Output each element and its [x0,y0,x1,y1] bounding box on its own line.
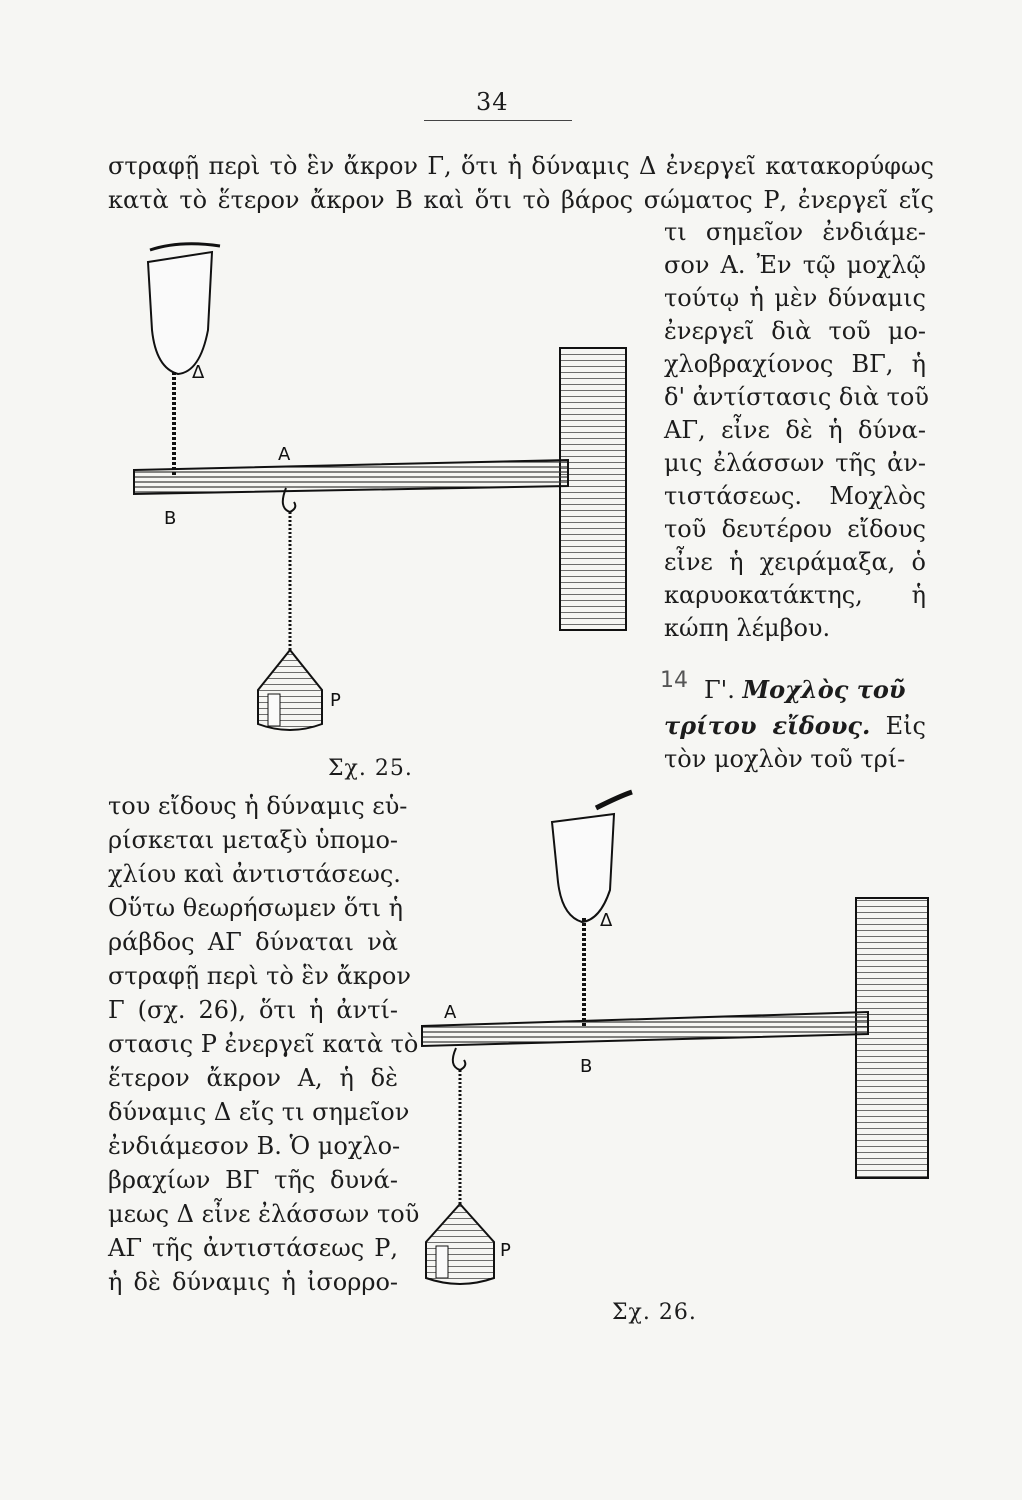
right-line-8: μις ἐλάσσων τῆς ἀν- [664,449,926,477]
left-line-5: ράβδος ΑΓ δύναται νὰ [108,928,398,956]
figure-25-label-b: Β [164,508,177,529]
figure-26-lever-bar [422,1012,868,1046]
right-line-4: ἐνεργεῖ διὰ τοῦ μο- [664,317,926,345]
section-next-line: τὸν μοχλὸν τοῦ τρί- [664,745,906,773]
figure-25-label-a: Α [278,444,291,465]
figure-26-hook [453,1048,466,1070]
figure-26-label-force: Δ [600,910,613,931]
right-line-9: τιστάσεως. Μοχλὸς [664,482,926,510]
page-number: 34 [476,88,509,116]
figure-25-label-force: Δ [192,362,205,383]
figure-25-label-weight: Ρ [330,690,341,711]
left-line-4: Οὕτω θεωρήσωμεν ὅτι ἡ [108,894,404,922]
handwritten-annotation: 14 [660,668,688,693]
figure-26-label-weight: Ρ [500,1240,511,1261]
figure-26-wall-post [856,898,928,1178]
section-after-title: Εἰς [885,712,926,740]
figure-26-label-b: Β [580,1056,593,1077]
left-line-13: μεως Δ εἶνε ἐλάσσων τοῦ [108,1200,420,1228]
right-line-10: τοῦ δευτέρου εἴδους [664,515,926,543]
right-line-5: χλοβραχίονος ΒΓ, ἡ [664,350,926,378]
figure-26-label-a: Α [444,1002,457,1023]
left-line-11: ἐνδιάμεσον Β. Ὁ μοχλο- [108,1132,401,1160]
top-line-1: στραφῇ περὶ τὸ ἓν ἄκρον Γ, ὅτι ἡ δύναμις Δ ἐνεργεῖ κατακορύφως [108,152,934,180]
right-line-11: εἶνε ἡ χειράμαξα, ὁ [664,548,926,576]
left-line-8: στασις Ρ ἐνεργεῖ κατὰ τὸ [108,1030,419,1058]
figure-25-caption: Σχ. 25. [328,756,413,781]
right-line-1: τι σημεῖον ἐνδιάμε- [664,218,926,246]
section-title-part1: Μοχλὸς τοῦ [742,675,906,704]
figure-26-caption: Σχ. 26. [612,1300,697,1325]
top-line-2: κατὰ τὸ ἕτερον ἄκρον Β καὶ ὅτι τὸ βάρος σώματος Ρ, ἐνεργεῖ εἴς [108,186,934,214]
figure-26-hand-icon [552,814,614,922]
left-line-14: ΑΓ τῆς ἀντιστάσεως Ρ, [108,1234,398,1262]
section-title-part2: τρίτου εἴδους. [664,711,871,740]
right-line-6: δ' ἀντίστασις διὰ τοῦ [664,383,929,411]
left-line-15: ἡ δὲ δύναμις ἡ ἰσορρο- [108,1268,398,1296]
left-line-1: του εἴδους ἡ δύναμις εὑ- [108,792,408,820]
section-prefix: Γ'. [704,676,735,704]
left-line-6: στραφῇ περὶ τὸ ἓν ἄκρον [108,962,411,990]
right-line-3: τούτῳ ἡ μὲν δύναμις [664,284,926,312]
right-line-13: κώπη λέμβου. [664,614,831,642]
right-line-7: ΑΓ, εἶνε δὲ ἡ δύνα- [664,416,926,444]
right-line-2: σον Α. Ἐν τῷ μοχλῷ [664,251,926,279]
right-line-12: καρυοκατάκτης, ἡ [664,581,926,609]
left-line-3: χλίου καὶ ἀντιστάσεως. [108,860,401,888]
left-line-2: ρίσκεται μεταξὺ ὑπομο- [108,826,398,854]
left-line-10: δύναμις Δ εἴς τι σημεῖον [108,1098,410,1126]
left-line-7: Γ (σχ. 26), ὅτι ἡ ἀντί- [108,996,398,1024]
left-line-12: βραχίων ΒΓ τῆς δυνά- [108,1166,398,1194]
left-line-9: ἕτερον ἄκρον Α, ἡ δὲ [108,1064,398,1092]
